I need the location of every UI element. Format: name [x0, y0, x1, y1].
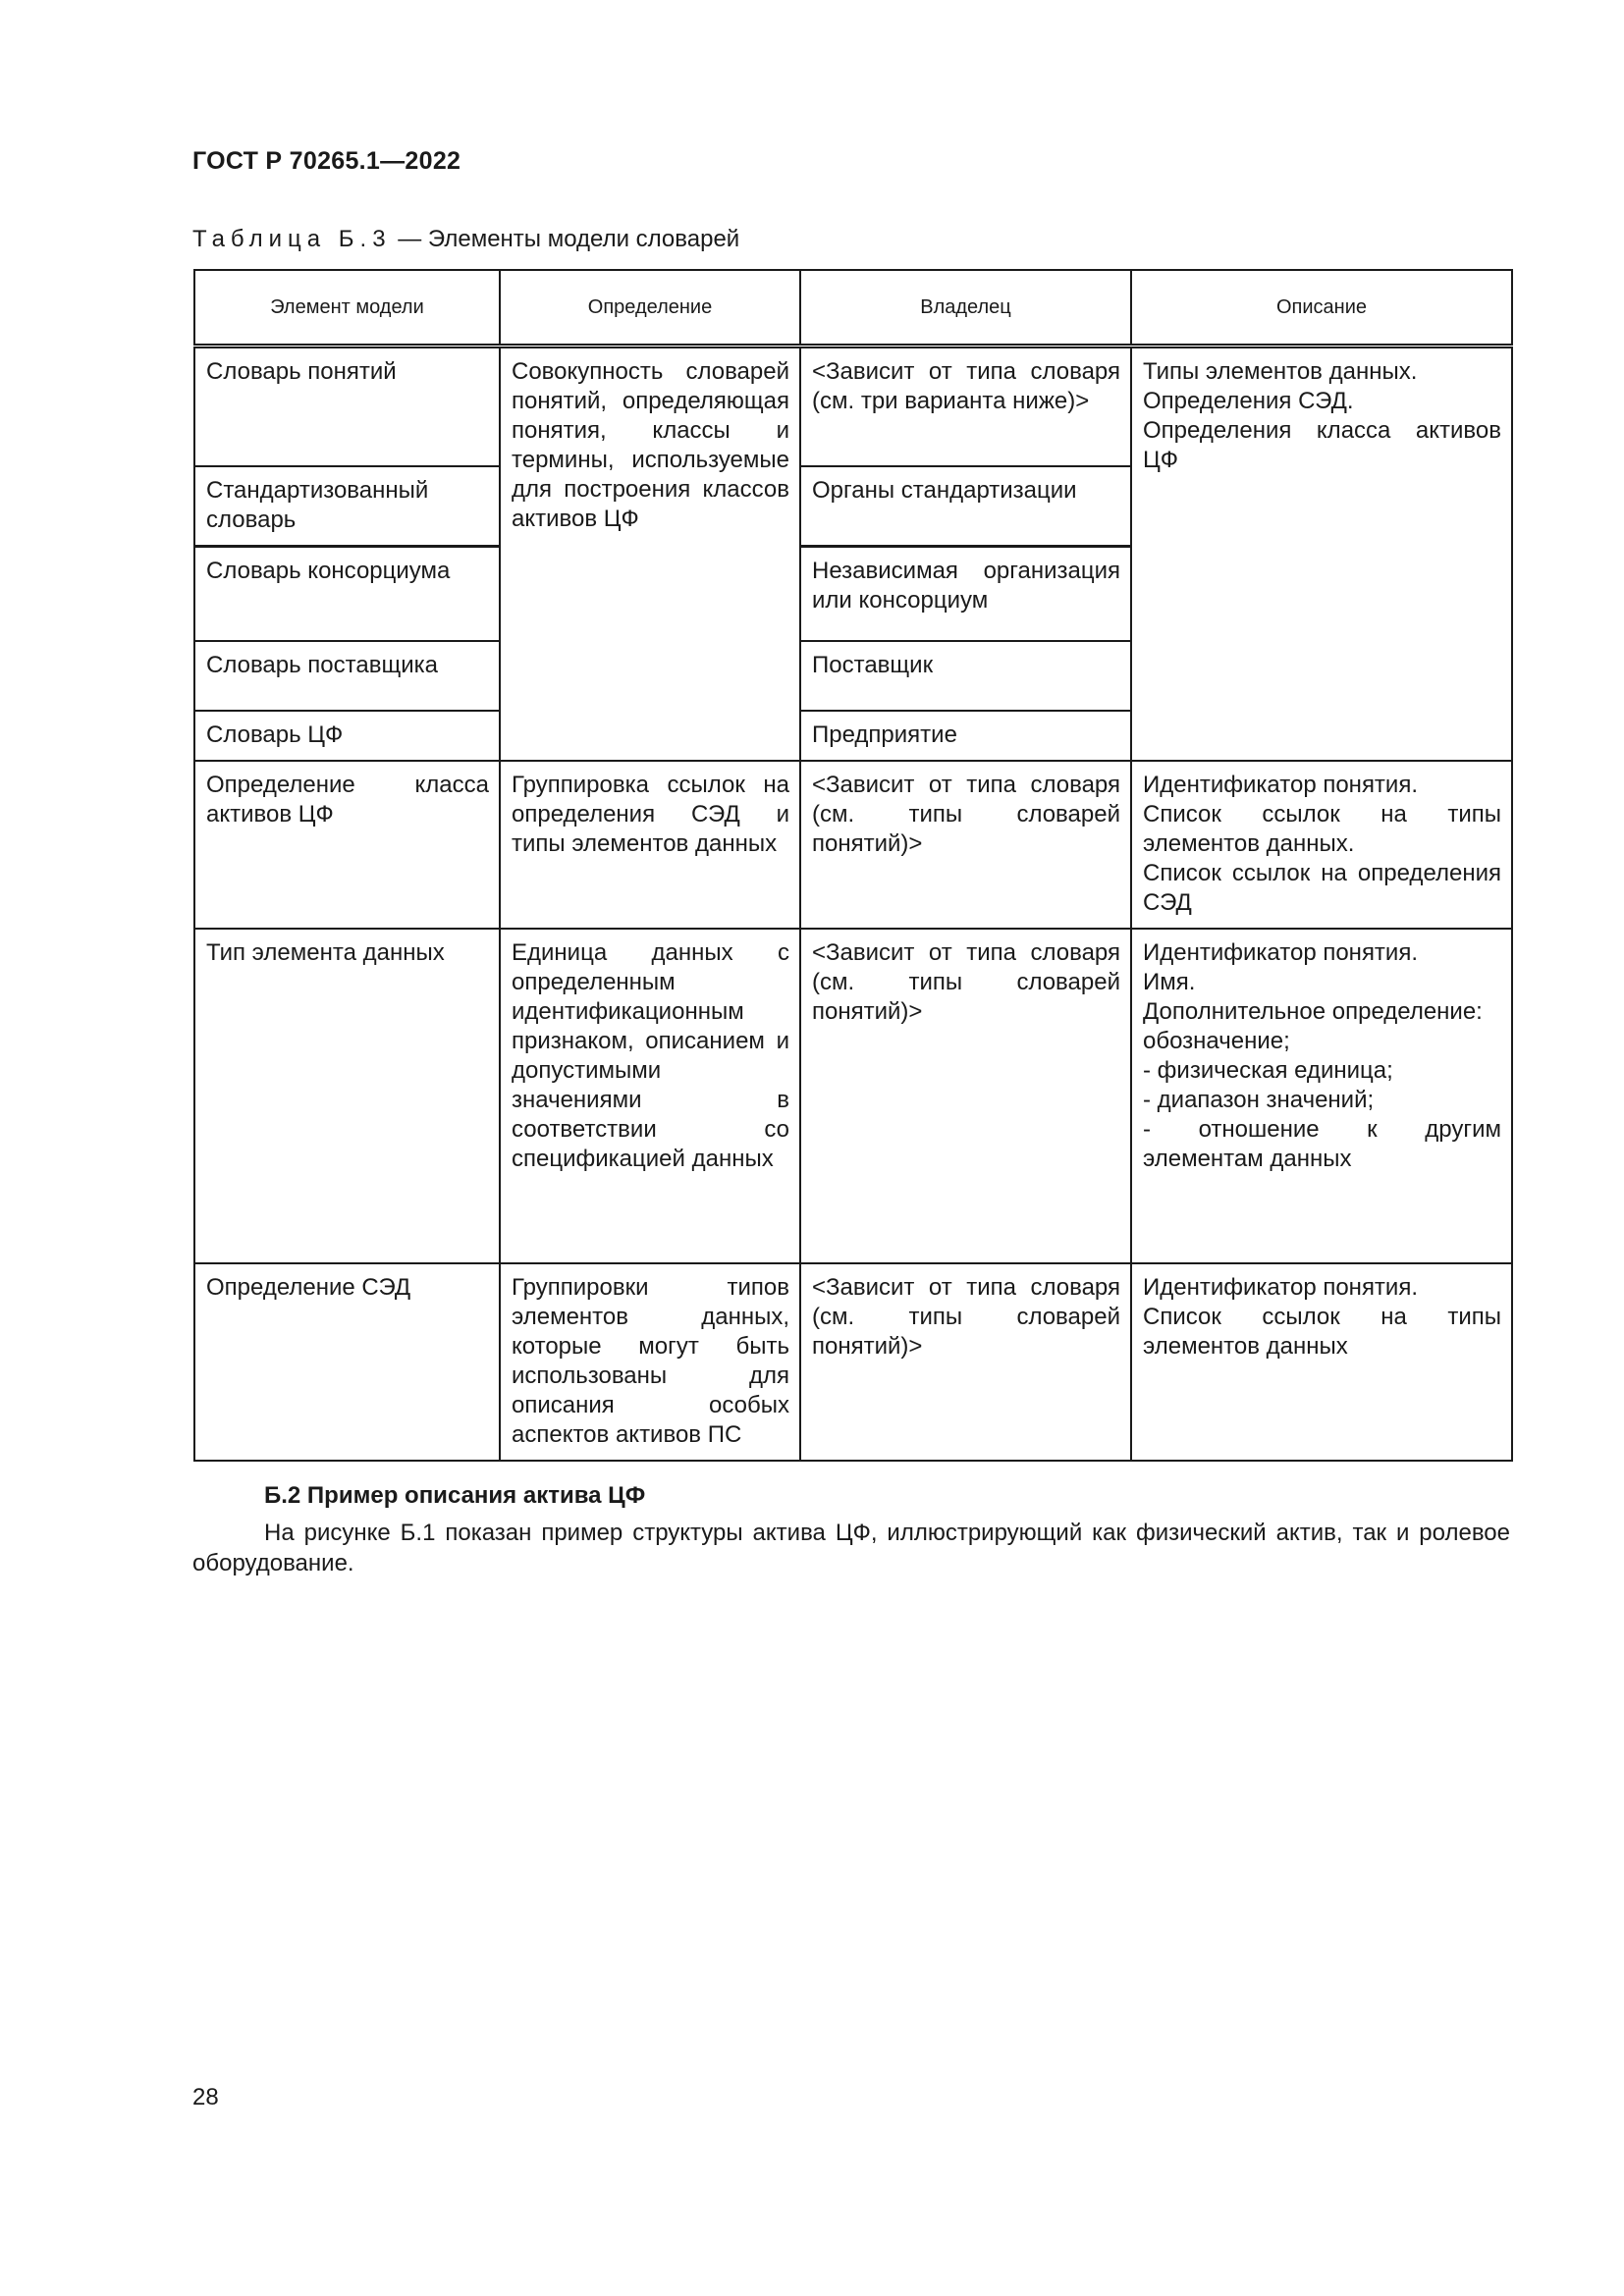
- owner-cell: Независимая организация или консорциум: [800, 547, 1131, 642]
- description-cell: [1131, 761, 1512, 929]
- owner-cell: Органы стандартизации: [800, 466, 1131, 547]
- definition-cell: Группировка ссылок на определения СЭД и типы элементов данных: [500, 761, 800, 929]
- description-line: Идентификатор понятия.: [1143, 1274, 1418, 1301]
- section-paragraph: На рисунке Б.1 показан пример структуры актива ЦФ, иллюстрирующий как физический актив, так и ролевое оборудование.: [192, 1520, 1510, 1576]
- column-header: Владелец: [800, 270, 1131, 347]
- vocabulary-model-table: [193, 269, 1513, 1462]
- owner-cell: Поставщик: [800, 641, 1131, 711]
- column-header: Элемент модели: [194, 270, 500, 347]
- table-title: — Элементы модели словарей: [398, 226, 740, 252]
- description-line: Определения класса активов ЦФ: [1143, 417, 1501, 473]
- element-cell: Словарь консорциума: [194, 547, 500, 642]
- description-line: обозначение;: [1143, 1028, 1290, 1054]
- table-row: [194, 929, 1512, 1263]
- definition-cell: Единица данных с определенным идентификационным признаком, описанием и допустимыми значениями в соответствии со спецификацией данных: [500, 929, 800, 1263]
- description-line: Идентификатор понятия.: [1143, 939, 1418, 966]
- element-cell: Словарь понятий: [194, 347, 500, 467]
- element-cell: Словарь ЦФ: [194, 711, 500, 761]
- description-cell: [1131, 1263, 1512, 1461]
- description-line: Список ссылок на определения СЭД: [1143, 860, 1501, 916]
- document-code: ГОСТ Р 70265.1—2022: [192, 147, 461, 175]
- table-row: [194, 761, 1512, 929]
- table-caption: [192, 226, 739, 253]
- column-header: Определение: [500, 270, 800, 347]
- owner-cell: <Зависит от типа словаря (см. типы словарей понятий)>: [800, 929, 1131, 1263]
- description-cell: [1131, 347, 1512, 762]
- definition-cell: Группировки типов элементов данных, которые могут быть использованы для описания особых аспектов активов ПС: [500, 1263, 800, 1461]
- description-line: - отношение к другим элементам данных: [1143, 1116, 1501, 1172]
- column-header: Описание: [1131, 270, 1512, 347]
- description-line: Имя.: [1143, 969, 1196, 995]
- table-header-row: [194, 270, 1512, 347]
- element-cell: Определение СЭД: [194, 1263, 500, 1461]
- element-cell: Тип элемента данных: [194, 929, 500, 1263]
- table-row: [194, 347, 1512, 467]
- owner-cell: <Зависит от типа словаря (см. типы словарей понятий)>: [800, 761, 1131, 929]
- definition-cell: Совокупность словарей понятий, определяющая понятия, классы и термины, используемые для построения классов активов ЦФ: [500, 347, 800, 762]
- element-cell: Стандартизованный словарь: [194, 466, 500, 547]
- table-row: [194, 1263, 1512, 1461]
- description-line: Типы элементов данных.: [1143, 358, 1418, 385]
- page-number: 28: [192, 2084, 219, 2110]
- description-line: - физическая единица;: [1143, 1057, 1393, 1084]
- section-heading: Б.2 Пример описания актива ЦФ: [264, 1482, 646, 1509]
- owner-cell: Предприятие: [800, 711, 1131, 761]
- description-line: Список ссылок на типы элементов данных: [1143, 1304, 1501, 1360]
- description-cell: [1131, 929, 1512, 1263]
- description-line: - диапазон значений;: [1143, 1087, 1375, 1113]
- description-line: Дополнительное определение:: [1143, 998, 1483, 1025]
- element-cell: Определение класса активов ЦФ: [194, 761, 500, 929]
- description-line: Идентификатор понятия.: [1143, 772, 1418, 798]
- element-cell: Словарь поставщика: [194, 641, 500, 711]
- description-line: Список ссылок на типы элементов данных.: [1143, 801, 1501, 857]
- owner-cell: <Зависит от типа словаря (см. три варианта ниже)>: [800, 347, 1131, 467]
- table-label: Таблица Б.3: [192, 226, 392, 252]
- owner-cell: <Зависит от типа словаря (см. типы словарей понятий)>: [800, 1263, 1131, 1461]
- description-line: Определения СЭД.: [1143, 388, 1354, 414]
